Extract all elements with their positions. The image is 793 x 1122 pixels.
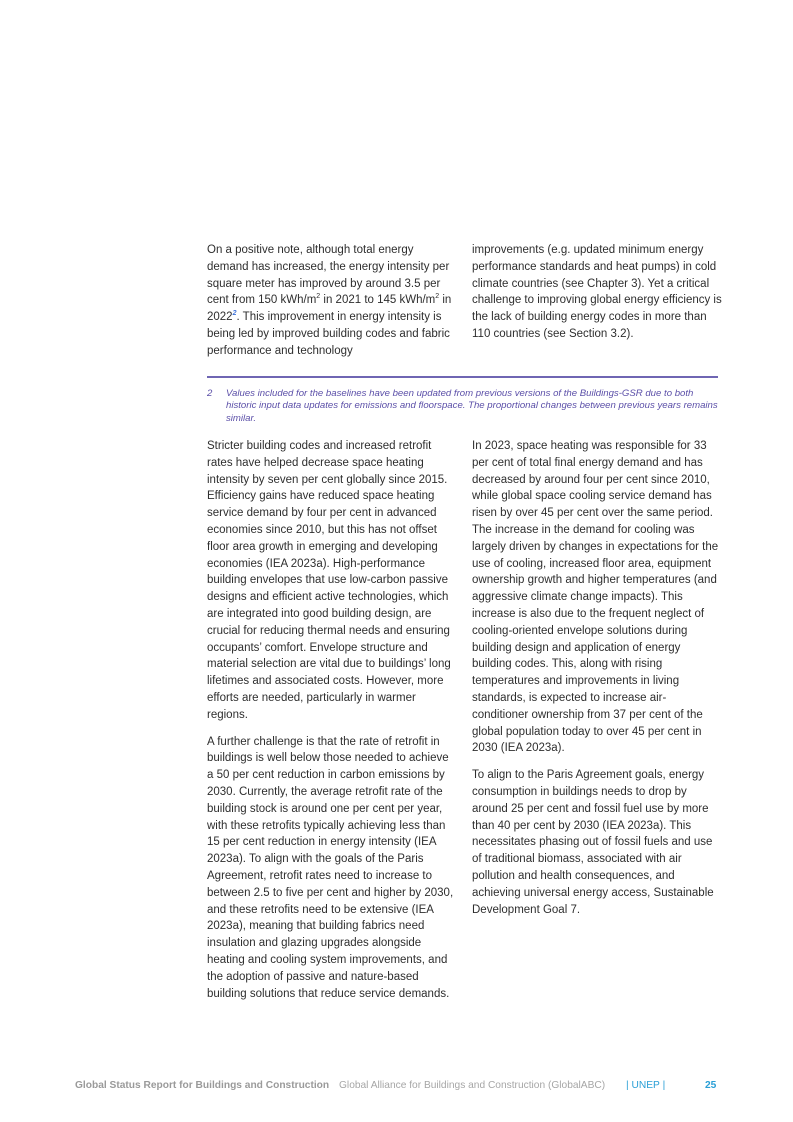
footnote-reference-link[interactable]: 2	[232, 310, 237, 318]
footer-unep: UNEP	[631, 1080, 660, 1091]
top-right-column	[472, 242, 722, 353]
intensity-paragraph: On a positive note, although total energy demand has increased, the energy intensity per square meter has improved by around 3.5 per cent from 150 kWh/$m^2$ in 2021 to 145 kWh/$m^2$ in 2022$^2$. This improvement in energy intensity is being led by improved building codes and fabric performance and technology	[207, 244, 452, 357]
codes-paragraph: improvements (e.g. updated minimum energy performance standards and heat pumps) in cold climate countries (see Chapter 3). Yet a critical challenge to improving global energy efficiency is the lack of building energy codes in more than 110 countries (see Section 3.2).	[472, 244, 722, 340]
page-footer	[75, 1079, 720, 1093]
space-heating-paragraph: In 2023, space heating was responsible for 33 per cent of total final energy demand and has decreased by around four per cent since 2010, while global space cooling service demand has risen by over 45 per cent over the same period. The increase in the demand for cooling was largely driven by changes in expectations for the use of cooling, increased floor area, equipment ownership growth and higher temperatures (and aggressive climate change impacts). This increase is also due to the frequent neglect of cooling-oriented envelope solutions during building design and application of energy building codes. This, along with rising temperatures and improvements in living standards, is expected to increase air-conditioner ownership from 37 per cent of the global population today to over 45 per cent in 2030 (IEA 2023a).	[472, 440, 719, 755]
footnote-text: Values included for the baselines have been updated from previous versions of the Buildings-GSR due to both historic input data updates for emissions and floorspace. The proportional changes between previous years remains similar.	[226, 388, 718, 424]
top-left-column	[207, 242, 455, 370]
footer-report-title: Global Status Report for Buildings and Construction	[75, 1080, 330, 1091]
footnote-number: 2	[207, 388, 213, 399]
retrofit-paragraph: A further challenge is that the rate of retrofit in buildings is well below those needed to achieve a 50 per cent reduction in carbon emissions by 2030. Currently, the average retrofit rate of the building stock is around one per cent per year, with these retrofits typically achieving less than 15 per cent reduction in energy intensity (IEA 2023a). To align with the goals of the Paris Agreement, retrofit rates need to increase to between 2.5 to five per cent and higher by 2030, and these retrofits need to be extensive (IEA 2023a), meaning that building fabrics need insulation and glazing upgrades alongside heating and cooling system improvements, and the adoption of passive and nature-based building solutions that reduce service demands.	[207, 735, 454, 1000]
page-number: 25	[705, 1080, 717, 1091]
footnote-divider	[207, 376, 718, 378]
footer-unep-block	[626, 1079, 665, 1093]
building-codes-paragraph: Stricter building codes and increased retrofit rates have helped decrease space heating intensity by seven per cent globally since 2015. Efficiency gains have reduced space heating service demand by four per cent in advanced economies since 2010, but this has not offset floor area growth in emerging and developing economies (IEA 2023a). High-performance building envelopes that use low-carbon passive designs and efficient active technologies, which are integrated into good building design, are crucial for reducing thermal needs and ensuring occupants’ comfort. Envelope structure and material selection are vital due to buildings’ long lifetimes and associated costs. However, more efforts are needed, particularly in warmer regions.	[207, 440, 451, 721]
footer-alliance: Global Alliance for Buildings and Construction (GlobalABC)	[339, 1080, 606, 1091]
bottom-left-column	[207, 438, 455, 1012]
footnote	[207, 388, 718, 425]
footer-separator: |	[662, 1080, 666, 1091]
footer-separator: |	[626, 1080, 629, 1091]
paris-agreement-paragraph: To align to the Paris Agreement goals, energy consumption in buildings needs to drop by around 25 per cent and fossil fuel use by more than 40 per cent by 2030 (IEA 2023a). This necessitates phasing out of fossil fuels and use of traditional biomass, associated with air pollution and health consequences, and achieving universal energy access, Sustainable Development Goal 7.	[472, 769, 714, 916]
bottom-right-column	[472, 438, 722, 928]
